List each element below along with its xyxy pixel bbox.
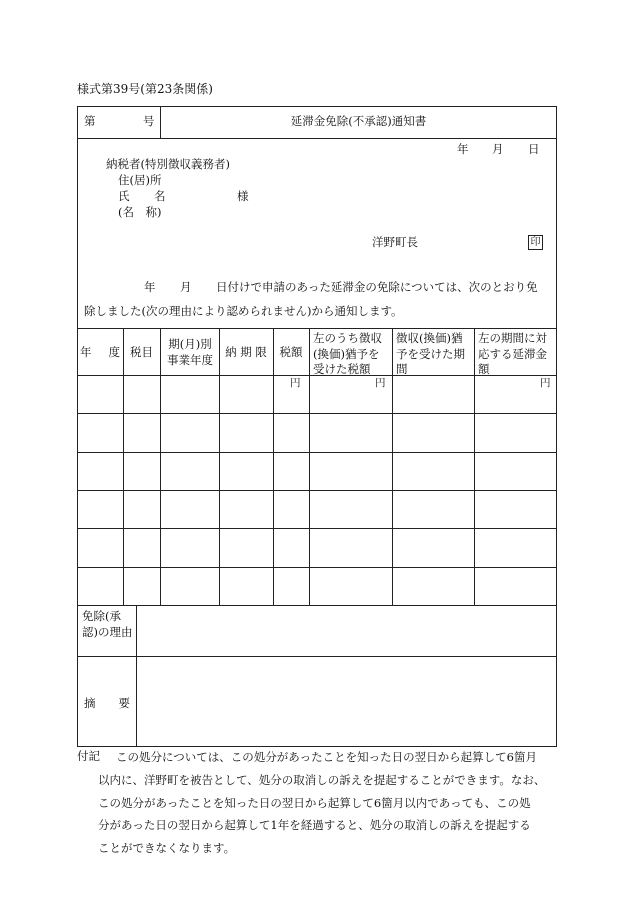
- note-line-1: この処分については、この処分があったことを知った日の翌日から起算して6箇月: [116, 750, 537, 764]
- table-row-line-1: [77, 413, 557, 414]
- header-period: 期(月)別事業年度: [167, 337, 213, 367]
- header-deferral-period: 徴収(換価)猶予を受けた期間: [396, 331, 465, 377]
- table-col-line-4: [273, 328, 274, 605]
- summary-label: 摘 要: [84, 696, 130, 710]
- table-col-line-2: [160, 328, 161, 605]
- note-line-3: この処分があったことを知った日の翌日から起算して6箇月以内であっても、この処: [98, 795, 531, 810]
- table-col-line-3: [219, 328, 220, 605]
- form-frame: [77, 106, 557, 747]
- note-line-5: ことができなくなります。: [98, 841, 236, 856]
- yen-unit-tax: 円: [290, 377, 301, 389]
- note-line-4: 分があった日の翌日から起算して1年を経過すると、処分の取消しの訴えを提起する: [98, 818, 531, 833]
- table-row-line-4: [77, 528, 557, 529]
- date-day-label: 日: [528, 142, 540, 156]
- recipient-heading: 納税者(特別徴収義務者): [106, 157, 230, 171]
- reason-label: 免除(承認)の理由: [82, 609, 133, 640]
- recipient-address-label: 住(居)所: [118, 173, 162, 187]
- table-row-line-2: [77, 452, 557, 453]
- header-tax-amount: 税額: [279, 345, 303, 359]
- yen-unit-deferred: 円: [375, 377, 386, 389]
- document-title: 延滞金免除(不承認)通知書: [290, 114, 427, 128]
- table-top-line: [77, 328, 557, 329]
- header-nendo: 年 度: [80, 345, 120, 359]
- yen-unit-late-fee: 円: [540, 377, 551, 389]
- form-number: 様式第39号(第23条関係): [77, 82, 213, 96]
- table-col-line-6: [392, 328, 393, 605]
- recipient-sama: 様: [237, 189, 249, 203]
- header-late-fee: 左の期間に対応する延滞金額: [478, 331, 547, 377]
- date-month-label: 月: [492, 142, 504, 156]
- table-row-line-5: [77, 567, 557, 568]
- body-line-2: 除しました(次の理由により認められません)から通知します。: [84, 304, 403, 318]
- header-zeimoku: 税目: [130, 345, 153, 359]
- date-year-label: 年: [457, 142, 469, 156]
- recipient-alt-name: (名 称): [118, 205, 162, 219]
- go-label: 号: [143, 114, 155, 128]
- table-col-line-5: [309, 328, 310, 605]
- note-label: 付記: [77, 749, 100, 763]
- body-year-label: 年: [144, 280, 156, 294]
- table-col-line-1: [123, 328, 124, 605]
- note-text: [98, 746, 568, 860]
- body-line-1: 日付けで申請のあった延滞金の免除については、次のとおり免: [216, 280, 538, 294]
- table-col-line-7: [474, 328, 475, 605]
- header-due-date: 納 期 限: [225, 345, 267, 359]
- dai-label: 第: [84, 114, 96, 128]
- issuer-name: 洋野町長: [372, 235, 418, 249]
- reason-bottom-line: [77, 656, 557, 657]
- recipient-name-right: 名: [154, 189, 166, 203]
- seal-mark: 印: [528, 235, 543, 250]
- recipient-name-left: 氏: [118, 189, 130, 203]
- header-deferred-tax: 左のうち徴収(換価)猶予を受けた税額: [313, 331, 382, 377]
- reason-divider: [136, 605, 137, 747]
- table-row-line-3: [77, 490, 557, 491]
- body-month-label: 月: [180, 280, 192, 294]
- note-line-2: 以内に、洋野町を被告として、処分の取消しの訴えを提起することができます。なお、: [98, 772, 546, 787]
- table-bottom-line: [77, 605, 557, 606]
- header-bottom-line: [77, 138, 557, 139]
